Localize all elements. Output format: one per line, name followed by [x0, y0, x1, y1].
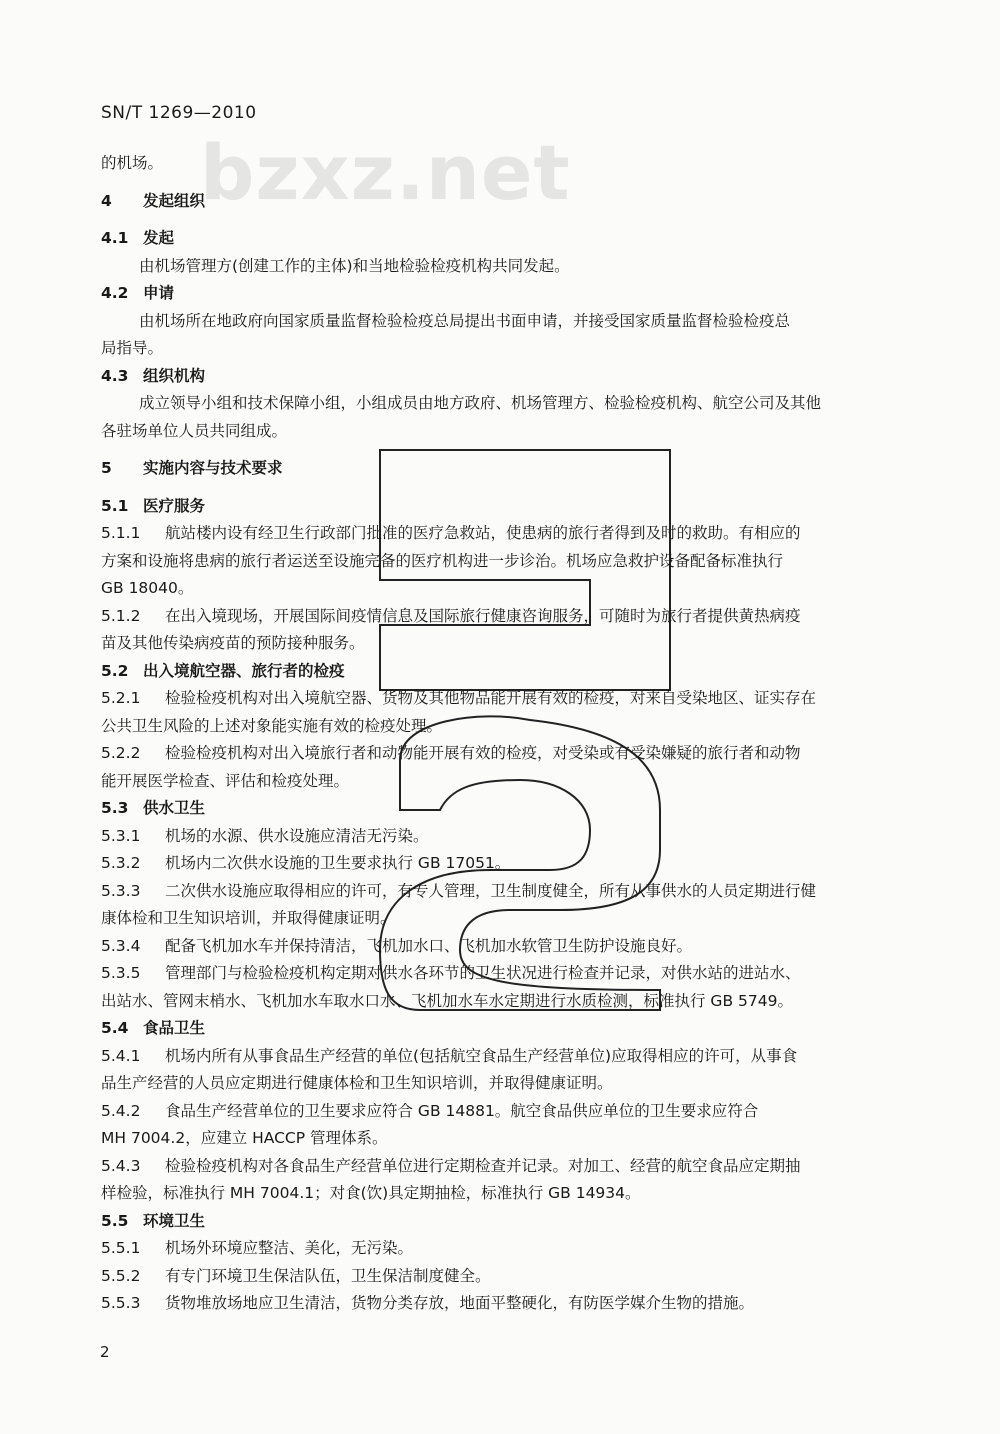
- section-heading: [101, 280, 916, 308]
- body-text: [101, 150, 916, 1318]
- watermark-text: bzxz.net: [200, 128, 571, 217]
- section-heading: [101, 658, 916, 686]
- clause-text: 食品卫生: [143, 1019, 206, 1037]
- clause-text: 二次供水设施应取得相应的许可，有专人管理，卫生制度健全，所有从事供水的人员定期进行健: [165, 881, 817, 900]
- clause-number: 5.5.2: [101, 1266, 141, 1285]
- clause-number: 5.5.3: [101, 1294, 141, 1312]
- clause-text: GB 18040。: [101, 579, 194, 597]
- text-line: [101, 1153, 916, 1181]
- clause-text: 组织机构: [143, 366, 206, 385]
- clause-text: 各驻场单位人员共同组成。: [101, 421, 288, 440]
- clause-text: 管理部门与检验检疫机构定期对供水各环节的卫生状况进行检查并记录，对供水站的进站水、: [165, 964, 801, 982]
- clause-number: 5.3.4: [101, 936, 141, 955]
- clause-text: 机场外环境应整洁、美化，无污染。: [165, 1239, 414, 1257]
- clause-text: 环境卫生: [143, 1211, 206, 1230]
- spacer: [101, 483, 916, 493]
- section-heading: [101, 455, 916, 483]
- clause-text: 检验检疫机构对各食品生产经营单位进行定期检查并记录。对加工、经营的航空食品应定期抽: [165, 1156, 801, 1175]
- section-heading: [101, 1208, 916, 1236]
- clause-text: 出入境航空器、旅行者的检疫: [143, 661, 345, 680]
- clause-text: 机场内二次供水设施的卫生要求执行 GB 17051。: [165, 854, 511, 872]
- clause-number: 5.3: [101, 799, 129, 817]
- clause-text: 有专门环境卫生保洁队伍，卫生保洁制度健全。: [165, 1266, 491, 1285]
- clause-number: 5: [101, 459, 112, 477]
- text-line: [101, 630, 916, 658]
- text-line: [101, 520, 916, 548]
- text-line: [101, 933, 916, 961]
- text-line: [101, 1235, 916, 1263]
- clause-text: 苗及其他传染病疫苗的预防接种服务。: [101, 634, 365, 652]
- clause-text: 能开展医学检查、评估和检疫处理。: [101, 771, 350, 790]
- clause-text: 在出入境现场，开展国际间疫情信息及国际旅行健康咨询服务，可随时为旅行者提供黄热病疫: [165, 606, 801, 625]
- clause-number: 5.3.1: [101, 826, 141, 845]
- clause-text: 食品生产经营单位的卫生要求应符合 GB 14881。航空食品供应单位的卫生要求应符合: [165, 1101, 759, 1120]
- text-line: [101, 823, 916, 851]
- clause-text: 检验检疫机构对出入境旅行者和动物能开展有效的检疫，对受染或有受染嫌疑的旅行者和动物: [165, 744, 801, 762]
- clause-text: 方案和设施将患病的旅行者运送至设施完备的医疗机构进一步诊治。机场应急救护设备配备标准执行: [101, 551, 784, 570]
- text-line: [101, 1180, 916, 1208]
- clause-number: 5.1.1: [101, 524, 141, 542]
- section-heading: [101, 188, 916, 216]
- clause-number: 4.2: [101, 284, 129, 302]
- text-line: [101, 685, 916, 713]
- text-line: [101, 308, 916, 336]
- clause-text: 发起组织: [143, 191, 206, 210]
- clause-number: 5.4.1: [101, 1046, 141, 1065]
- clause-text: 机场的水源、供水设施应清洁无污染。: [165, 826, 429, 845]
- clause-number: 5.4.3: [101, 1156, 141, 1175]
- text-line: [101, 713, 916, 741]
- spacer: [101, 178, 916, 188]
- clause-text: 由机场管理方(创建工作的主体)和当地检验检疫机构共同发起。: [139, 256, 570, 275]
- section-heading: [101, 363, 916, 391]
- clause-text: 出站水、管网末梢水、飞机加水车取水口水、飞机加水车水定期进行水质检测，标准执行 GB 5749。: [101, 991, 793, 1010]
- text-line: [101, 878, 916, 906]
- text-line: [101, 740, 916, 768]
- clause-text: 康体检和卫生知识培训，并取得健康证明。: [101, 909, 396, 927]
- clause-text: 检验检疫机构对出入境航空器、货物及其他物品能开展有效的检疫，对来自受染地区、证实存在: [165, 689, 817, 707]
- clause-number: 4.1: [101, 229, 129, 247]
- clause-number: 5.1: [101, 496, 129, 515]
- clause-text: 航站楼内设有经卫生行政部门批准的医疗急救站，使患病的旅行者得到及时的救助。有相应的: [165, 524, 801, 542]
- clause-text: 成立领导小组和技术保障小组，小组成员由地方政府、机场管理方、检验检疫机构、航空公司及其他: [139, 394, 822, 412]
- text-line: [101, 1070, 916, 1098]
- text-line: [101, 988, 916, 1016]
- text-line: [101, 1263, 916, 1291]
- text-line: [101, 850, 916, 878]
- text-line: [101, 1290, 916, 1318]
- clause-number: 5.2.2: [101, 744, 141, 762]
- text-line: [101, 1098, 916, 1126]
- text-line: [101, 575, 916, 603]
- text-line: [101, 548, 916, 576]
- spacer: [101, 445, 916, 455]
- clause-text: 的机场。: [101, 154, 164, 172]
- clause-text: 品生产经营的人员应定期进行健康体检和卫生知识培训，并取得健康证明。: [101, 1074, 613, 1092]
- spacer: [101, 215, 916, 225]
- clause-number: 5.1.2: [101, 606, 141, 625]
- clause-number: 5.2: [101, 661, 129, 680]
- clause-text: 发起: [143, 229, 175, 247]
- clause-text: MH 7004.2，应建立 HACCP 管理体系。: [101, 1129, 388, 1147]
- clause-number: 5.3.2: [101, 854, 141, 872]
- clause-number: 4: [101, 191, 112, 210]
- text-line: [101, 335, 916, 363]
- clause-number: 4.3: [101, 366, 129, 385]
- clause-text: 医疗服务: [143, 496, 206, 515]
- section-heading: [101, 493, 916, 521]
- clause-text: 货物堆放场地应卫生清洁，货物分类存放，地面平整硬化，有防医学媒介生物的措施。: [165, 1294, 755, 1312]
- clause-text: 公共卫生风险的上述对象能实施有效的检疫处理。: [101, 716, 443, 735]
- text-line: [101, 768, 916, 796]
- page-number: 2: [100, 1343, 110, 1361]
- text-line: [101, 1043, 916, 1071]
- text-line: [101, 905, 916, 933]
- clause-text: 实施内容与技术要求: [143, 459, 283, 477]
- clause-number: 5.5: [101, 1211, 129, 1230]
- clause-number: 5.4: [101, 1019, 129, 1037]
- clause-text: 供水卫生: [143, 799, 206, 817]
- text-line: [101, 253, 916, 281]
- clause-text: 申请: [143, 284, 175, 302]
- clause-text: 局指导。: [101, 339, 164, 357]
- standard-number-header: SN/T 1269—2010: [101, 103, 257, 123]
- text-line: [101, 390, 916, 418]
- text-line: [101, 150, 916, 178]
- section-heading: [101, 795, 916, 823]
- clause-text: 机场内所有从事食品生产经营的单位(包括航空食品生产经营单位)应取得相应的许可，从事食: [165, 1046, 798, 1065]
- clause-number: 5.4.2: [101, 1101, 141, 1120]
- clause-text: 配备飞机加水车并保持清洁，飞机加水口、飞机加水软管卫生防护设施良好。: [165, 936, 693, 955]
- text-line: [101, 960, 916, 988]
- clause-number: 5.2.1: [101, 689, 141, 707]
- section-heading: [101, 225, 916, 253]
- clause-text: 由机场所在地政府向国家质量监督检验检疫总局提出书面申请，并接受国家质量监督检验检疫总: [139, 311, 791, 330]
- text-line: [101, 1125, 916, 1153]
- clause-number: 5.5.1: [101, 1239, 141, 1257]
- clause-number: 5.3.5: [101, 964, 141, 982]
- clause-text: 样检验，标准执行 MH 7004.1；对食(饮)具定期抽检，标准执行 GB 14934。: [101, 1184, 641, 1202]
- section-heading: [101, 1015, 916, 1043]
- clause-number: 5.3.3: [101, 881, 141, 900]
- text-line: [101, 418, 916, 446]
- text-line: [101, 603, 916, 631]
